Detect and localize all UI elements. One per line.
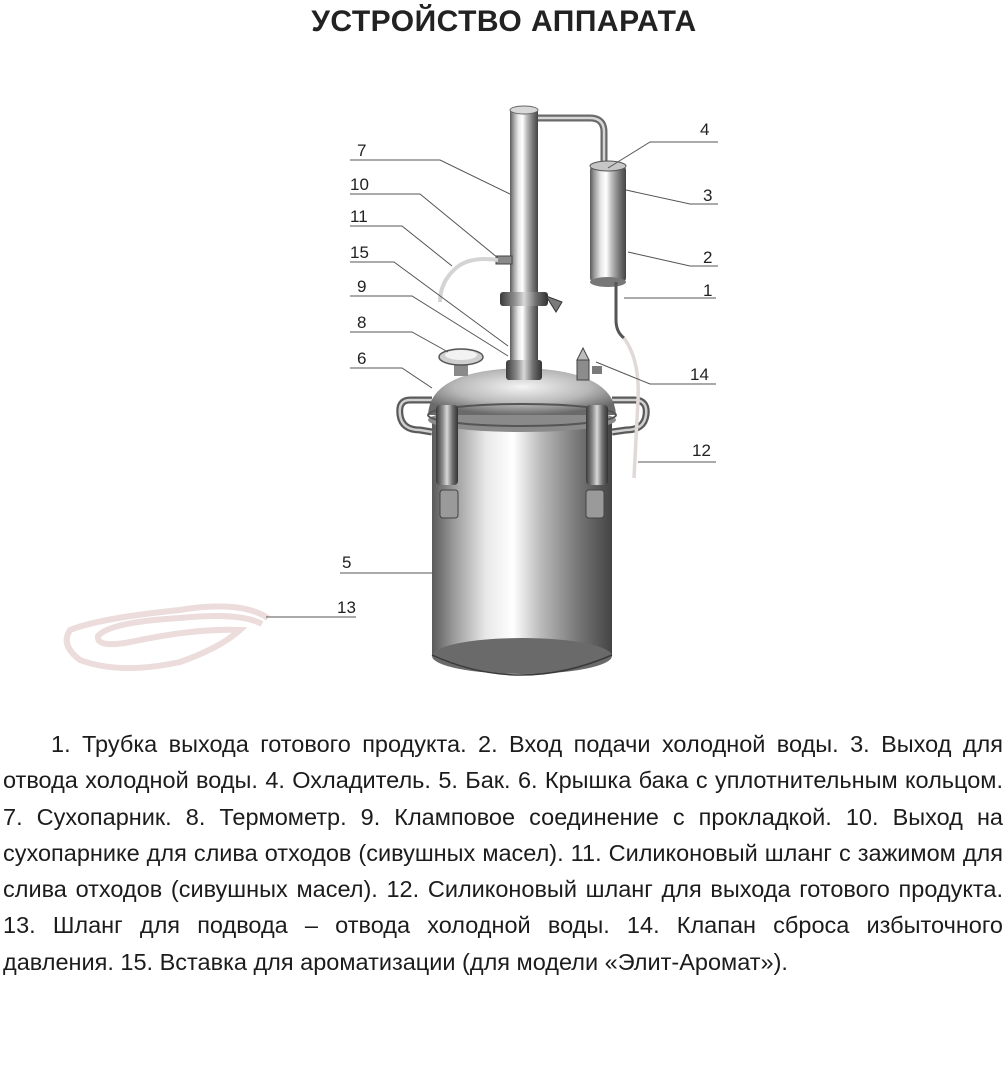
callout-2: 2: [703, 248, 713, 267]
thermometer: [439, 349, 483, 376]
cooler: [590, 161, 626, 287]
leader-15: [350, 262, 508, 346]
callout-10: 10: [350, 175, 369, 194]
callout-1: 1: [703, 281, 713, 300]
callout-3: 3: [703, 186, 713, 205]
cold-water-hose: [67, 606, 268, 668]
callout-8: 8: [357, 313, 367, 332]
vapor-pipe-highlight: [538, 118, 604, 166]
tank-handle-left: [400, 400, 432, 432]
callout-14: 14: [690, 365, 709, 384]
tank-handle-right: [612, 400, 646, 432]
vapor-pipe: [538, 118, 604, 166]
product-outlet-tube: [616, 282, 624, 338]
leader-7: [350, 160, 510, 194]
pressure-relief-valve: [577, 348, 602, 380]
callout-6: 6: [357, 349, 367, 368]
tank-body: [432, 420, 612, 675]
waste-silicone-hose: [440, 259, 498, 302]
page-title: УСТРОЙСТВО АППАРАТА: [311, 5, 697, 38]
callout-13: 13: [337, 598, 356, 617]
callout-15: 15: [350, 243, 369, 262]
callout-9: 9: [357, 277, 367, 296]
callout-4: 4: [700, 120, 710, 139]
callout-5: 5: [342, 553, 352, 572]
apparatus-diagram: [0, 70, 1008, 710]
parts-legend: 1. Трубка выхода готового продукта. 2. Вход подачи холодной воды. 3. Выход для отвода холодной воды. 4. Охладитель. 5. Бак. 6. Крышка бака с уплотнительным кольцом. 7. Сухопарник. 8. Термометр. 9. Кламповое соединение с прокладкой. 10. Выход на сухопарнике для слива отходов (сивушных масел). 11. Силиконовый шланг с зажимом для слива отходов (сивушных масел). 12. Силиконовый шланг для выхода готового продукта. 13. Шланг для подвода – отвода холодной воды. 14. Клапан сброса избыточного давления. 15. Вставка для ароматизации (для модели «Элит-Аромат»).: [3, 731, 1003, 975]
callout-12: 12: [692, 441, 711, 460]
dry-steamer-column: [510, 106, 538, 380]
callout-11: 11: [350, 207, 368, 226]
product-silicone-hose: [624, 338, 638, 478]
waste-outlet-fitting: [496, 256, 512, 264]
callout-7: 7: [357, 141, 367, 160]
leader-9: [350, 296, 508, 356]
column-base-fitting: [506, 360, 542, 380]
leader-6: [350, 368, 432, 388]
